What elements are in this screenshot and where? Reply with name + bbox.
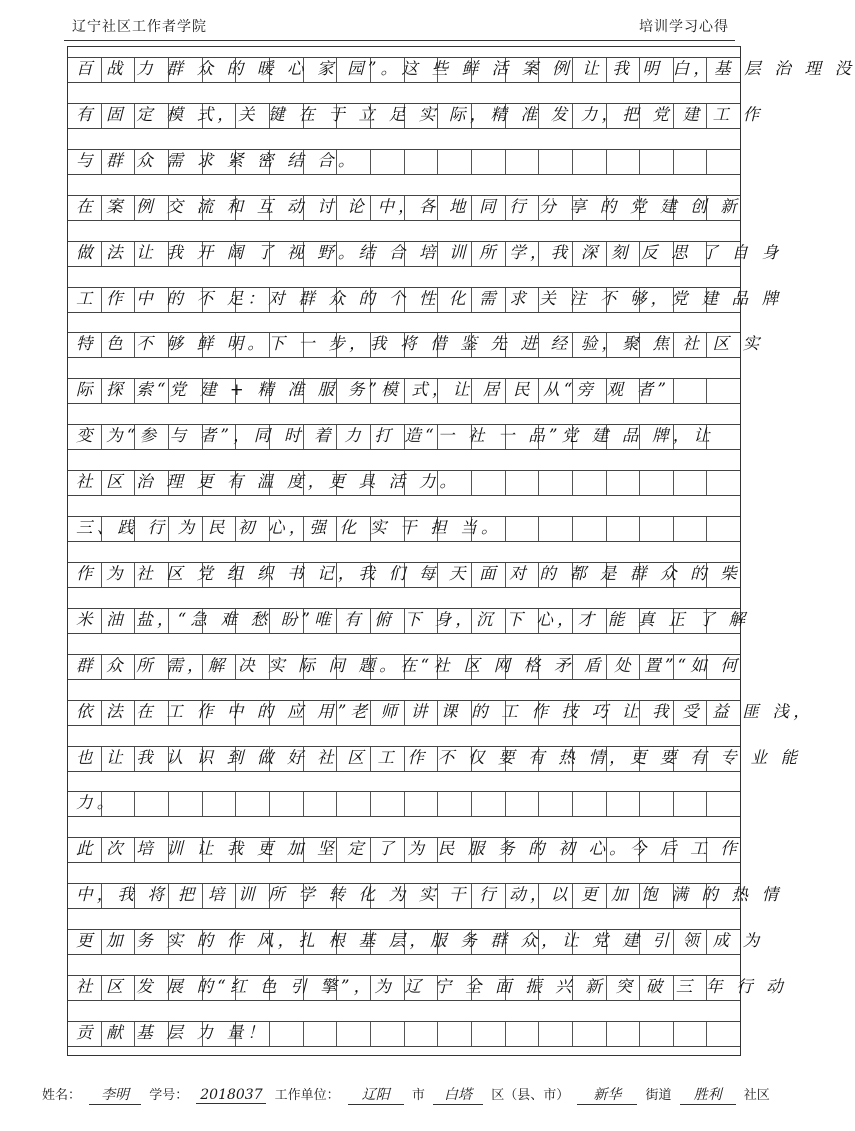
handwritten-line: 百 战 力 群 众 的 暖 心 家 园”。这 些 鲜 活 案 例 让 我 明 白，基 层 治 理 没	[76, 59, 855, 78]
header-institution: 辽宁社区工作者学院	[72, 19, 207, 35]
street-value: 新华	[577, 1084, 637, 1105]
handwritten-line: 社 区 发 展 的“红 色 引 擎”，为 辽 宁 全 面 振 兴 新 突 破 三 年 行 动	[76, 977, 787, 996]
header-doc-title: 培训学习心得	[639, 19, 729, 35]
handwritten-line: 群 众 所 需，解 决 实 际 问 题。在“社 区 网 格 矛 盾 处 置”“如 何	[76, 655, 742, 675]
city-label: 市	[411, 1088, 425, 1103]
id-value: 2018037	[196, 1087, 266, 1104]
handwritten-line: 米 油 盐，“急 难 愁 盼”唯 有 俯 下 身，沉 下 心，才 能 真 正 了 解	[76, 609, 750, 629]
handwritten-line: 此 次 培 训 让 我 更 加 坚 定 了 为 民 服 务 的 初 心。今 后 工 作	[76, 839, 741, 859]
community-label: 社区	[743, 1088, 770, 1103]
unit-label: 工作单位：	[274, 1088, 340, 1103]
handwritten-line: 依 法 在 工 作 中 的 应 用”老 师 讲 课 的 工 作 技 巧 让 我 受 益 匪 浅，	[76, 701, 814, 721]
handwritten-line: 做 法 让 我 开 阔 了 视 野。结 合 培 训 所 学，我 深 刻 反 思 了 自 身	[76, 242, 783, 262]
handwritten-line: 社 区 治 理 更 有 温 度，更 具 活 力。	[76, 472, 461, 492]
handwritten-line: 工 作 中 的 不 足：对 群 众 的 个 性 化 需 求 关 注 不 够，党 建 品 牌	[76, 288, 783, 308]
handwritten-line: 力。	[76, 793, 118, 813]
community-value: 胜利	[680, 1084, 736, 1105]
handwritten-line: 贡 献 基 层 力 量！	[76, 1022, 269, 1042]
district-value: 白塔	[433, 1084, 483, 1105]
handwritten-line: 变 为“参 与 者”，同 时 着 力 打 造“一 社 一 品”党 建 品 牌，让	[76, 426, 715, 446]
street-label: 街道	[645, 1088, 672, 1103]
footer-info	[42, 1084, 770, 1105]
handwritten-line: 际 探 索“党 建 + 精 准 服 务”模 式，让 居 民 从“旁 观 者”	[76, 380, 671, 400]
city-value: 辽阳	[348, 1084, 404, 1105]
name-value: 李明	[89, 1084, 141, 1105]
handwritten-line: 有 固 定 模 式，关 键 在 于 立 足 实 际，精 准 发 力，把 党 建 工 作	[76, 104, 764, 124]
writing-grid	[67, 46, 855, 1056]
handwritten-line: 也 让 我 认 识 到 做 好 社 区 工 作 不 仅 要 有 热 情，更 要 有 专 业 能	[76, 747, 802, 767]
handwritten-line: 特 色 不 够 鲜 明。下 一 步，我 将 借 鉴 先 进 经 验，聚 焦 社 区 实	[76, 334, 764, 354]
handwritten-line: 三、践 行 为 民 初 心，强 化 实 干 担 当。	[76, 518, 502, 537]
district-label: 区（县、市）	[491, 1088, 570, 1103]
handwritten-line: 更 加 务 实 的 作 风，扎 根 基 层，服 务 群 众，让 党 建 引 领 成 为	[76, 931, 764, 951]
handwritten-line: 中，我 将 把 培 训 所 学 转 化 为 实 干 行 动，以 更 加 饱 满 的 热 情	[76, 885, 783, 905]
name-label: 姓名：	[42, 1088, 82, 1103]
handwritten-line: 与 群 众 需 求 紧 密 结 合。	[76, 150, 359, 170]
handwritten-line: 作 为 社 区 党 组 织 书 记，我 们 每 天 面 对 的 都 是 群 众 的 柴	[76, 563, 741, 583]
handwritten-line: 在 案 例 交 流 和 互 动 讨 论 中，各 地 同 行 分 享 的 党 建 创 新	[76, 196, 741, 216]
id-label: 学号：	[149, 1088, 189, 1103]
header-divider	[64, 40, 735, 41]
